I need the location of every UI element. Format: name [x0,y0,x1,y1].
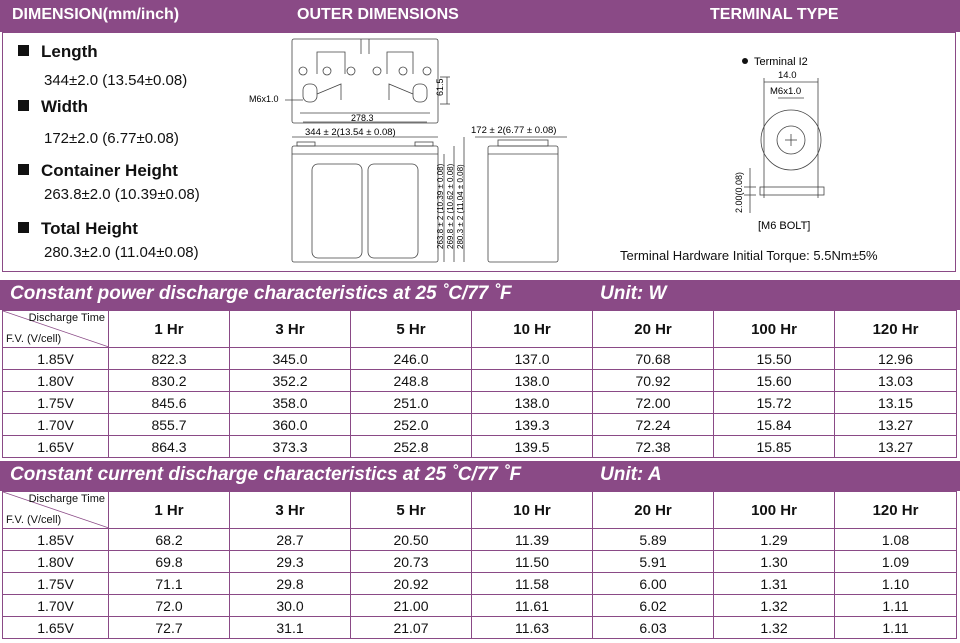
value-cell: 15.72 [714,392,835,414]
value-cell: 70.68 [593,348,714,370]
width-dim-label: 172 ± 2(6.77 ± 0.08) [471,125,557,136]
container-height-title: Container Height [18,161,178,181]
length-value: 344±2.0 (13.54±0.08) [44,72,188,89]
voltage-cell: 1.85V [3,529,109,551]
value-cell: 6.00 [593,573,714,595]
corner-top-label: Discharge Time [28,312,105,324]
outer-dimensions-header: OUTER DIMENSIONS [297,6,459,23]
terminal-type-header: TERMINAL TYPE [710,6,839,23]
value-cell: 13.15 [835,392,957,414]
table-header-row [3,492,957,529]
value-cell: 13.03 [835,370,957,392]
table-row [3,370,957,392]
column-header: 5 Hr [351,492,472,529]
value-cell: 11.63 [472,617,593,639]
voltage-cell: 1.70V [3,595,109,617]
power-table-unit: Unit: W [600,283,667,304]
value-cell: 68.2 [109,529,230,551]
table-row [3,414,957,436]
height-2-label: 269.8 ± 2 (10.62 ± 0.08) [446,163,455,249]
value-cell: 72.0 [109,595,230,617]
terminal-bolt-label: [M6 BOLT] [758,220,811,232]
table-row [3,436,957,458]
column-header: 3 Hr [230,492,351,529]
column-header: 5 Hr [351,311,472,348]
current-table-unit: Unit: A [600,464,662,485]
value-cell: 29.8 [230,573,351,595]
column-header: 10 Hr [472,311,593,348]
voltage-cell: 1.65V [3,436,109,458]
value-cell: 352.2 [230,370,351,392]
column-header: 1 Hr [109,492,230,529]
terminal-m6-label: M6x1.0 [770,86,802,97]
table-row [3,617,957,639]
voltage-cell: 1.80V [3,551,109,573]
bullet-icon [18,164,29,175]
voltage-cell: 1.80V [3,370,109,392]
value-cell: 252.8 [351,436,472,458]
length-title: Length [18,42,98,62]
value-cell: 830.2 [109,370,230,392]
power-table [2,310,957,458]
value-cell: 72.7 [109,617,230,639]
power-table-banner [0,280,960,310]
dim-61-5-label: 61.5 [435,78,445,96]
value-cell: 1.32 [714,617,835,639]
column-header: 10 Hr [472,492,593,529]
value-cell: 1.09 [835,551,957,573]
bullet-icon [18,45,29,56]
value-cell: 20.92 [351,573,472,595]
value-cell: 28.7 [230,529,351,551]
value-cell: 248.8 [351,370,472,392]
table-row [3,529,957,551]
terminal-name-label: Terminal I2 [754,56,808,68]
bullet-icon [18,100,29,111]
table-row [3,348,957,370]
outer-dimensions-drawing [245,34,585,270]
section-header [0,0,960,32]
value-cell: 70.92 [593,370,714,392]
value-cell: 1.11 [835,595,957,617]
value-cell: 1.31 [714,573,835,595]
value-cell: 30.0 [230,595,351,617]
voltage-cell: 1.85V [3,348,109,370]
value-cell: 31.1 [230,617,351,639]
value-cell: 252.0 [351,414,472,436]
torque-note: Terminal Hardware Initial Torque: 5.5Nm±5% [620,248,878,263]
corner-top-label: Discharge Time [28,493,105,505]
column-header: 20 Hr [593,311,714,348]
value-cell: 6.02 [593,595,714,617]
value-cell: 864.3 [109,436,230,458]
voltage-cell: 1.70V [3,414,109,436]
column-header: 120 Hr [835,492,957,529]
value-cell: 1.30 [714,551,835,573]
column-header: 20 Hr [593,492,714,529]
corner-bottom-label: F.V. (V/cell) [6,514,62,526]
value-cell: 72.00 [593,392,714,414]
value-cell: 15.85 [714,436,835,458]
length-dim-label: 344 ± 2(13.54 ± 0.08) [305,127,396,138]
value-cell: 139.3 [472,414,593,436]
value-cell: 11.50 [472,551,593,573]
value-cell: 139.5 [472,436,593,458]
table-row [3,392,957,414]
value-cell: 71.1 [109,573,230,595]
value-cell: 1.32 [714,595,835,617]
value-cell: 360.0 [230,414,351,436]
value-cell: 5.91 [593,551,714,573]
column-header: 100 Hr [714,492,835,529]
value-cell: 251.0 [351,392,472,414]
value-cell: 1.10 [835,573,957,595]
value-cell: 246.0 [351,348,472,370]
column-header: 100 Hr [714,311,835,348]
value-cell: 11.58 [472,573,593,595]
value-cell: 20.50 [351,529,472,551]
voltage-cell: 1.75V [3,573,109,595]
m6-label: M6x1.0 [249,94,279,104]
terminal-2-label: 2.00(0.08) [734,171,744,213]
column-header: 3 Hr [230,311,351,348]
corner-cell [3,311,109,348]
value-cell: 15.50 [714,348,835,370]
value-cell: 13.27 [835,436,957,458]
power-table-title: Constant power discharge characteristics at 25 ˚C/77 ˚F [10,283,512,304]
value-cell: 20.73 [351,551,472,573]
value-cell: 21.00 [351,595,472,617]
total-height-value: 280.3±2.0 (11.04±0.08) [44,244,199,261]
value-cell: 822.3 [109,348,230,370]
value-cell: 345.0 [230,348,351,370]
total-height-title: Total Height [18,219,138,239]
corner-bottom-label: F.V. (V/cell) [6,333,62,345]
value-cell: 137.0 [472,348,593,370]
terminal-14-label: 14.0 [778,70,797,81]
value-cell: 29.3 [230,551,351,573]
table-row [3,573,957,595]
value-cell: 11.39 [472,529,593,551]
value-cell: 72.24 [593,414,714,436]
table-header-row [3,311,957,348]
value-cell: 69.8 [109,551,230,573]
value-cell: 1.29 [714,529,835,551]
value-cell: 21.07 [351,617,472,639]
value-cell: 12.96 [835,348,957,370]
value-cell: 855.7 [109,414,230,436]
value-cell: 358.0 [230,392,351,414]
column-header: 120 Hr [835,311,957,348]
value-cell: 5.89 [593,529,714,551]
height-1-label: 263.8 ± 2 (10.39 ± 0.08) [436,163,445,249]
value-cell: 13.27 [835,414,957,436]
dimension-header: DIMENSION(mm/inch) [12,6,180,23]
current-table-banner [0,461,960,491]
table-row [3,551,957,573]
value-cell: 373.3 [230,436,351,458]
current-table [2,491,957,639]
value-cell: 1.08 [835,529,957,551]
voltage-cell: 1.65V [3,617,109,639]
column-header: 1 Hr [109,311,230,348]
table-row [3,595,957,617]
dim-278-3-label: 278.3 [351,113,374,123]
value-cell: 1.11 [835,617,957,639]
value-cell: 845.6 [109,392,230,414]
width-value: 172±2.0 (6.77±0.08) [44,130,179,147]
bullet-icon [18,222,29,233]
voltage-cell: 1.75V [3,392,109,414]
value-cell: 138.0 [472,370,593,392]
value-cell: 15.84 [714,414,835,436]
value-cell: 11.61 [472,595,593,617]
value-cell: 6.03 [593,617,714,639]
current-table-title: Constant current discharge characteristics at 25 ˚C/77 ˚F [10,464,522,485]
value-cell: 138.0 [472,392,593,414]
value-cell: 15.60 [714,370,835,392]
corner-cell [3,492,109,529]
container-height-value: 263.8±2.0 (10.39±0.08) [44,186,200,203]
terminal-drawing [720,48,920,238]
height-3-label: 280.3 ± 2 (11.04 ± 0.08) [456,164,465,249]
width-title: Width [18,97,88,117]
value-cell: 72.38 [593,436,714,458]
